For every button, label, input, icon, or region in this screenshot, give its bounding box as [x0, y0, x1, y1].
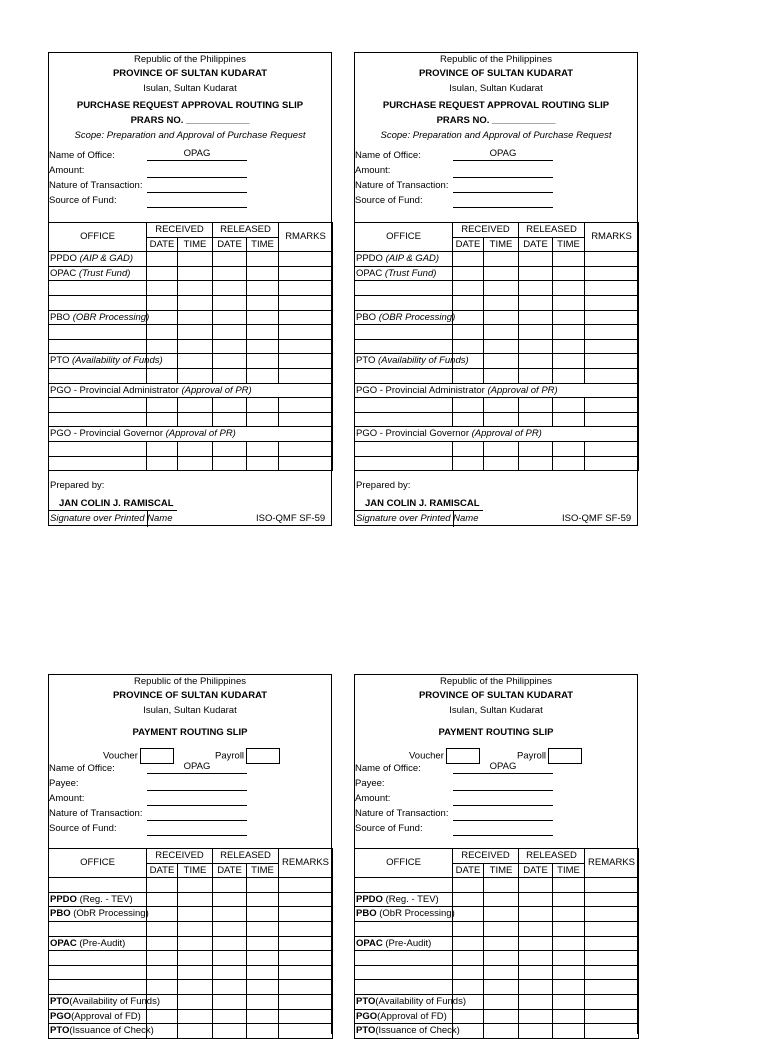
payee-field[interactable] [453, 778, 553, 791]
table-row: PTO (Availability of Funds) [49, 354, 333, 369]
table-row [355, 878, 639, 893]
republic-line: Republic of the Philippines [440, 676, 552, 687]
time-header: TIME [484, 863, 519, 878]
table-row: PTO(Availability of Funds) [49, 994, 333, 1009]
source-label: Source of Fund: [355, 195, 423, 206]
time-header: TIME [553, 237, 585, 252]
time-header: TIME [178, 237, 213, 252]
preparer-name: JAN COLIN J. RAMISCAL [365, 498, 480, 509]
table-row: PBO (ObR Processing) [355, 907, 639, 922]
table-row: PGO - Provincial Governor (Approval of PR) [49, 427, 333, 442]
date-header: DATE [147, 237, 178, 252]
signature-line [355, 510, 483, 511]
form-code: ISO-QMF SF-59 [562, 513, 632, 524]
table-row: PGO(Approval of FD) [49, 1009, 333, 1024]
payroll-check[interactable]: Payroll [517, 748, 582, 764]
nature-field[interactable] [453, 180, 553, 193]
nature-label: Nature of Transaction: [49, 808, 143, 819]
amount-label: Amount: [49, 793, 85, 804]
amount-label: Amount: [355, 165, 391, 176]
payee-label: Payee: [355, 778, 385, 789]
prepared-by-label: Prepared by: [50, 480, 105, 491]
province-line: PROVINCE OF SULTAN KUDARAT [418, 690, 574, 701]
republic-line: Republic of the Philippines [440, 54, 552, 65]
source-field[interactable] [147, 823, 247, 836]
province-line: PROVINCE OF SULTAN KUDARAT [112, 690, 268, 701]
table-row [355, 951, 639, 966]
office-label: Name of Office: [355, 763, 421, 774]
routing-table [48, 222, 333, 471]
amount-label: Amount: [355, 793, 391, 804]
table-row [355, 965, 639, 980]
office-header: OFFICE [355, 849, 453, 878]
table-row: OPAC (Pre-Audit) [355, 936, 639, 951]
table-row [49, 965, 333, 980]
town-line: Isulan, Sultan Kudarat [143, 83, 237, 94]
table-row: PBO (ObR Processing) [49, 907, 333, 922]
table-row [49, 325, 333, 340]
released-header: RELEASED [519, 223, 585, 238]
approval-slip-right [354, 52, 638, 526]
table-row: PTO(Availability of Funds) [355, 994, 639, 1009]
office-field[interactable]: OPAG [147, 762, 247, 774]
date-header: DATE [213, 237, 247, 252]
nature-field[interactable] [147, 808, 247, 821]
remarks-header: REMARKS [585, 849, 639, 878]
voucher-check[interactable]: Voucher [409, 748, 480, 764]
time-header: TIME [484, 237, 519, 252]
source-label: Source of Fund: [49, 195, 117, 206]
table-row [355, 412, 639, 427]
table-row [49, 412, 333, 427]
table-row [355, 980, 639, 995]
form-code: ISO-QMF SF-59 [256, 513, 326, 524]
office-header: OFFICE [49, 849, 147, 878]
voucher-check[interactable]: Voucher [103, 748, 174, 764]
table-row: PBO (OBR Processing) [49, 310, 333, 325]
town-line: Isulan, Sultan Kudarat [143, 705, 237, 716]
table-row: OPAC (Trust Fund) [49, 266, 333, 281]
time-header: TIME [553, 863, 585, 878]
table-row: PGO - Provincial Governor (Approval of PR) [355, 427, 639, 442]
time-header: TIME [178, 863, 213, 878]
remarks-header: RMARKS [585, 223, 639, 252]
date-header: DATE [519, 237, 553, 252]
date-header: DATE [453, 237, 484, 252]
table-row [49, 921, 333, 936]
approval-slip-left [48, 52, 332, 526]
date-header: DATE [519, 863, 553, 878]
signature-caption: Signature over Printed Name [50, 513, 173, 524]
office-label: Name of Office: [355, 150, 421, 161]
released-header: RELEASED [519, 849, 585, 864]
payment-slip-left [48, 674, 332, 1037]
source-field[interactable] [147, 195, 247, 208]
office-field[interactable]: OPAG [453, 762, 553, 774]
date-header: DATE [147, 863, 178, 878]
source-label: Source of Fund: [49, 823, 117, 834]
table-row: PPDO (AIP & GAD) [355, 252, 639, 267]
slip-title: PAYMENT ROUTING SLIP [438, 727, 554, 738]
table-row [49, 398, 333, 413]
time-header: TIME [247, 863, 279, 878]
scope-line: Scope: Preparation and Approval of Purchase Request [380, 130, 612, 141]
table-row [355, 339, 639, 354]
routing-table [354, 222, 639, 471]
republic-line: Republic of the Philippines [134, 676, 246, 687]
slip-title: PURCHASE REQUEST APPROVAL ROUTING SLIP [382, 100, 610, 111]
table-row [49, 951, 333, 966]
table-row [49, 441, 333, 456]
payee-label: Payee: [49, 778, 79, 789]
table-row [355, 441, 639, 456]
signature-caption: Signature over Printed Name [356, 513, 479, 524]
amount-label: Amount: [49, 165, 85, 176]
office-header: OFFICE [49, 223, 147, 252]
time-header: TIME [247, 237, 279, 252]
nature-field[interactable] [453, 808, 553, 821]
prars-number: PRARS NO. ____________ [436, 115, 556, 126]
table-row [355, 398, 639, 413]
office-label: Name of Office: [49, 763, 115, 774]
table-row [355, 368, 639, 383]
office-header: OFFICE [355, 223, 453, 252]
table-row [355, 295, 639, 310]
table-row [355, 456, 639, 471]
nature-label: Nature of Transaction: [355, 180, 449, 191]
preparer-name: JAN COLIN J. RAMISCAL [59, 498, 174, 509]
table-row: PPDO (Reg. - TEV) [49, 892, 333, 907]
remarks-header: RMARKS [279, 223, 333, 252]
received-header: RECEIVED [453, 223, 519, 238]
table-row: PPDO (Reg. - TEV) [355, 892, 639, 907]
amount-field[interactable] [453, 793, 553, 806]
date-header: DATE [213, 863, 247, 878]
table-row: PTO(Issuance of Check) [355, 1024, 639, 1039]
source-label: Source of Fund: [355, 823, 423, 834]
routing-table [48, 848, 333, 1039]
payroll-check[interactable]: Payroll [215, 748, 280, 764]
received-header: RECEIVED [147, 223, 213, 238]
payee-field[interactable] [147, 778, 247, 791]
province-line: PROVINCE OF SULTAN KUDARAT [112, 68, 268, 79]
table-row [49, 295, 333, 310]
table-row: OPAC (Trust Fund) [355, 266, 639, 281]
table-row [355, 281, 639, 296]
town-line: Isulan, Sultan Kudarat [449, 705, 543, 716]
date-header: DATE [453, 863, 484, 878]
table-row: PGO - Provincial Administrator (Approval of PR) [355, 383, 639, 398]
table-row: PGO - Provincial Administrator (Approval of PR) [49, 383, 333, 398]
scope-line: Scope: Preparation and Approval of Purchase Request [74, 130, 306, 141]
table-row [355, 325, 639, 340]
table-row: PTO(Issuance of Check) [49, 1024, 333, 1039]
table-row [49, 456, 333, 471]
table-row: PPDO (AIP & GAD) [49, 252, 333, 267]
office-field[interactable]: OPAG [147, 149, 247, 161]
released-header: RELEASED [213, 223, 279, 238]
table-row [49, 339, 333, 354]
office-label: Name of Office: [49, 150, 115, 161]
nature-label: Nature of Transaction: [49, 180, 143, 191]
released-header: RELEASED [213, 849, 279, 864]
table-row [49, 980, 333, 995]
payment-slip-right [354, 674, 638, 1037]
province-line: PROVINCE OF SULTAN KUDARAT [418, 68, 574, 79]
prars-number: PRARS NO. ____________ [130, 115, 250, 126]
signature-line [49, 510, 177, 511]
table-row: OPAC (Pre-Audit) [49, 936, 333, 951]
received-header: RECEIVED [147, 849, 213, 864]
table-row: PBO (OBR Processing) [355, 310, 639, 325]
nature-label: Nature of Transaction: [355, 808, 449, 819]
table-row: PTO (Availability of Funds) [355, 354, 639, 369]
office-field[interactable]: OPAG [453, 149, 553, 161]
amount-field[interactable] [147, 793, 247, 806]
table-row [49, 368, 333, 383]
table-row [355, 921, 639, 936]
slip-title: PURCHASE REQUEST APPROVAL ROUTING SLIP [76, 100, 304, 111]
source-field[interactable] [453, 195, 553, 208]
table-row: PGO(Approval of FD) [355, 1009, 639, 1024]
amount-field[interactable] [453, 165, 553, 178]
payroll-checkbox[interactable] [548, 748, 582, 764]
republic-line: Republic of the Philippines [134, 54, 246, 65]
nature-field[interactable] [147, 180, 247, 193]
remarks-header: REMARKS [279, 849, 333, 878]
table-row [49, 878, 333, 893]
slip-title: PAYMENT ROUTING SLIP [132, 727, 248, 738]
payroll-checkbox[interactable] [246, 748, 280, 764]
routing-table [354, 848, 639, 1039]
received-header: RECEIVED [453, 849, 519, 864]
prepared-by-label: Prepared by: [356, 480, 411, 491]
source-field[interactable] [453, 823, 553, 836]
table-row [49, 281, 333, 296]
amount-field[interactable] [147, 165, 247, 178]
town-line: Isulan, Sultan Kudarat [449, 83, 543, 94]
